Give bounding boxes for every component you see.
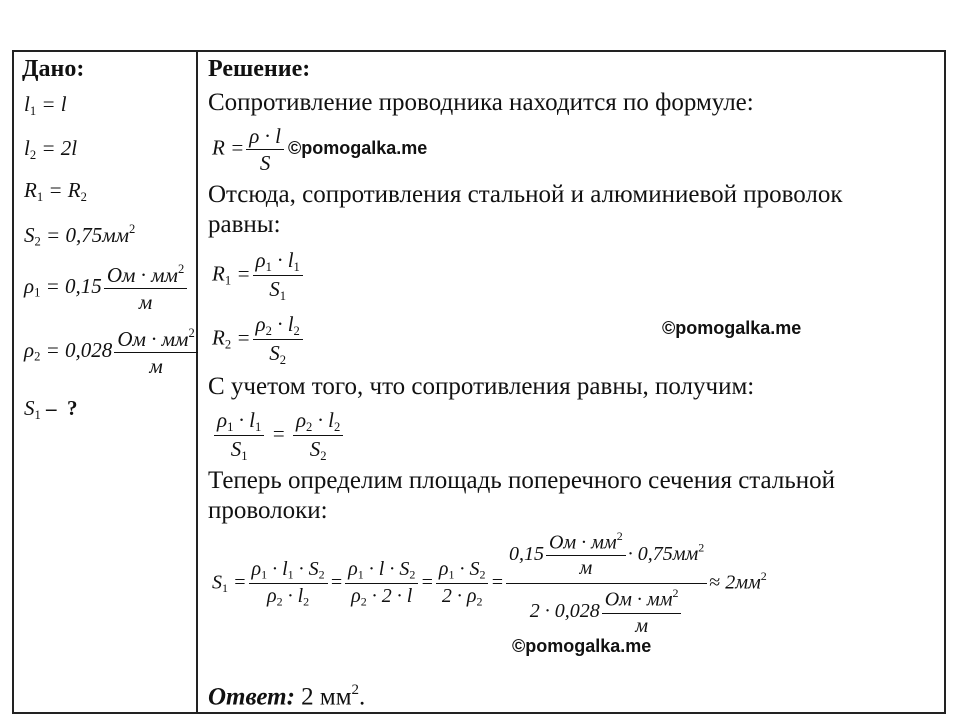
solution-text-2b: равны: (208, 211, 281, 238)
watermark-3: ©pomogalka.me (512, 636, 652, 656)
given-rho1: $\rho_1 = 0,15$ $\frac{Ом \cdot мм^2}{м}$ (24, 262, 189, 314)
answer-sup: 2 (351, 682, 360, 698)
answer (208, 682, 365, 712)
given-l1: $l_1 = l$ (24, 92, 67, 118)
formula-r: R = $\frac{\rho \cdot l}{S}$ (212, 124, 286, 175)
given-s2: $S_2 = 0,75мм^2$ (24, 222, 136, 249)
given-rho2: $\rho_2 = 0,028$ $\frac{Ом \cdot мм^2}{м}$ (24, 326, 200, 378)
answer-value: 2 мм (301, 683, 352, 711)
column-divider (196, 50, 198, 714)
formula-r2: $R_2$ = $\frac{\rho_2 \cdot l_2}{S_2}$ (212, 312, 305, 367)
watermark-2: ©pomogalka.me (662, 318, 802, 338)
given-heading: Дано: (22, 56, 85, 82)
formula-r1: $R_1$ = $\frac{\rho_1 \cdot l_1}{S_1}$ (212, 248, 305, 303)
solution-heading: Решение: (208, 56, 311, 82)
watermark-1: ©pomogalka.me (288, 138, 428, 158)
solution-text-2a: Отсюда, сопротивления стальной и алюминиевой проволок (208, 181, 843, 208)
answer-end: . (359, 683, 366, 711)
formula-s1: $S_1$ = $\frac{\rho_1 \cdot l_1 \cdot S_2}{\rho_2 \cdot l_2}$ = $\frac{\rho_1 \cdot l \cdot S_2}{\rho_2 \cdot 2 \cdot l}$ = $\frac{\rho_1 \cdot S_2}{2 \cdot \rho_2}$ = 0,15 $\frac{Ом \cdot мм^2}{м}$ · $0,75мм^2$ 2 · 0,028 $\frac{Ом \cdot мм^2}{м}$ ≈ $2мм^2$ (212, 529, 767, 637)
solution-text-1: Сопротивление проводника находится по формуле: (208, 89, 754, 116)
solution-text-4a: Теперь определим площадь поперечного сечения стальной (208, 467, 835, 494)
given-r-equal: $R_1 = R_2$ (24, 178, 87, 204)
formula-equal: $\frac{\rho_1 \cdot l_1}{S_1}$ = $\frac{\rho_2 \cdot l_2}{S_2}$ (212, 408, 345, 463)
solution-text-3: С учетом того, что сопротивления равны, получим: (208, 373, 755, 400)
given-l2: $l_2 = 2l$ (24, 136, 78, 162)
answer-label: Ответ: (208, 683, 295, 711)
solution-text-4b: проволоки: (208, 497, 328, 524)
given-s1-unknown: $S_1$ – ? (24, 396, 78, 422)
